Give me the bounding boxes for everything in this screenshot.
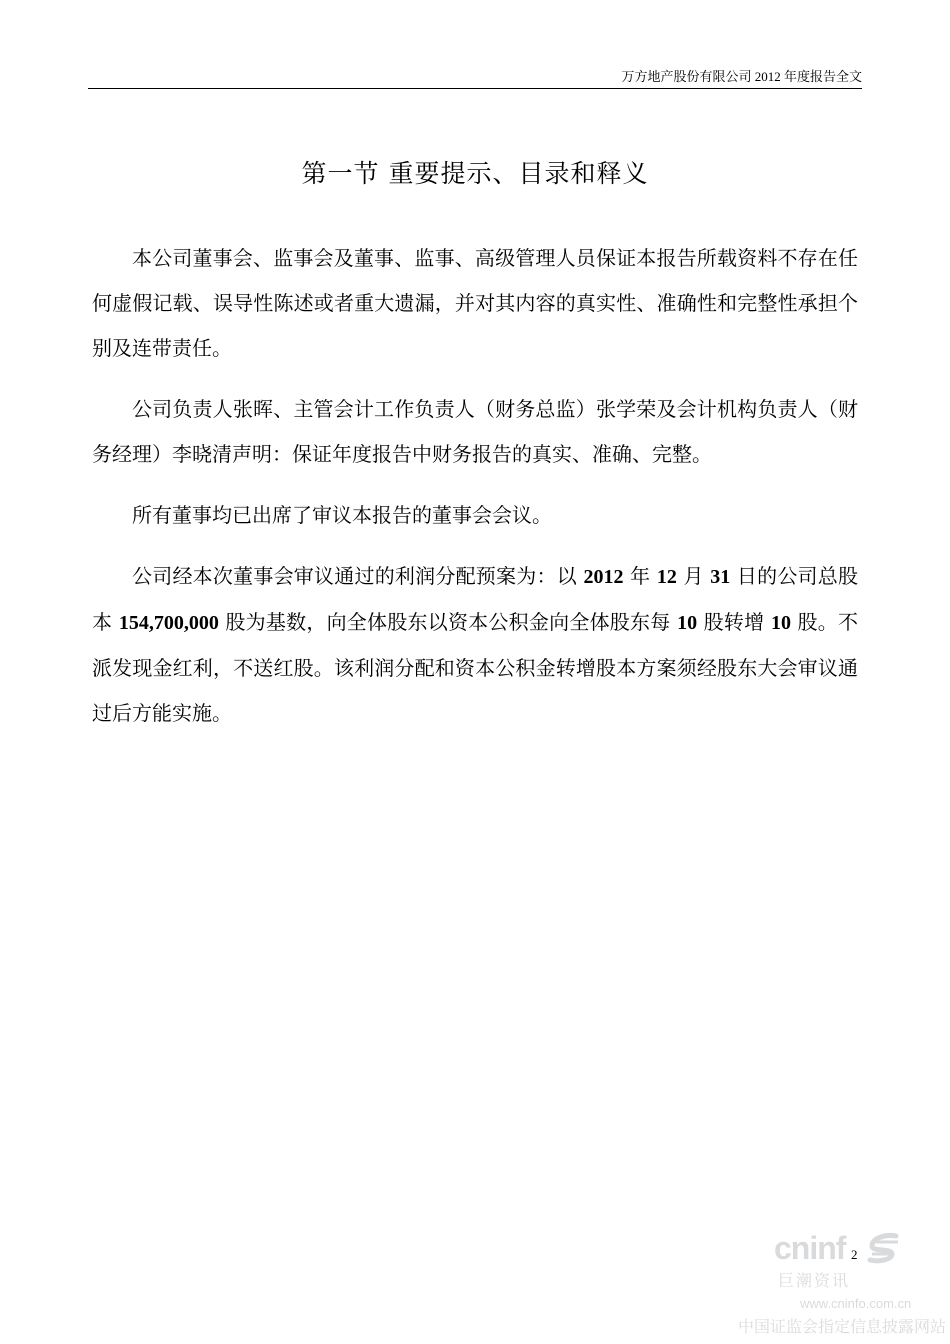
body-text bbox=[92, 236, 858, 752]
day-value: 31 bbox=[710, 566, 731, 588]
paragraph-officer-declaration: 公司负责人张晖、主管会计工作负责人（财务总监）张学荣及会计机构负责人（财务经理）李晓清声明：保证年度报告中财务报告的真实、准确、完整。 bbox=[92, 397, 858, 466]
bonus-shares-value: 10 bbox=[770, 612, 791, 634]
watermark-site-name: 中国证监会指定信息披露网站 bbox=[738, 1317, 947, 1336]
running-title: 万方地产股份有限公司 2012 年度报告全文 bbox=[621, 69, 862, 84]
text-segment: 股转增 bbox=[697, 610, 771, 634]
per-shares-value: 10 bbox=[677, 612, 698, 634]
paragraph-profit-distribution bbox=[92, 554, 858, 736]
text-segment: 股。不派发现金红利，不送红股。该利润分配和资本公积金转增股本方案须经股东大会审议通过后方能实施。 bbox=[92, 610, 859, 725]
watermark-url: www.cninfo.com.cn bbox=[800, 1296, 912, 1311]
year-value: 2012 bbox=[583, 566, 624, 588]
page-number: 2 bbox=[851, 1247, 858, 1262]
paragraph-responsibility-statement: 本公司董事会、监事会及董事、监事、高级管理人员保证本报告所载资料不存在任何虚假记载、误导性陈述或者重大遗漏，并对其内容的真实性、准确性和完整性承担个别及连带责任。 bbox=[92, 246, 858, 360]
total-shares-value: 154,700,000 bbox=[118, 612, 219, 634]
text-segment: 年 bbox=[623, 564, 657, 588]
month-value: 12 bbox=[656, 566, 677, 588]
page-header bbox=[88, 64, 862, 89]
text-segment: 日的公司总股本 bbox=[92, 564, 858, 634]
cninfo-watermark bbox=[738, 1226, 950, 1344]
paragraph-board-attendance: 所有董事均已出席了审议本报告的董事会会议。 bbox=[132, 503, 552, 527]
watermark-cn-name: 巨潮资讯 bbox=[778, 1271, 851, 1290]
text-segment: 股为基数，向全体股东以资本公积金向全体股东每 bbox=[218, 610, 678, 634]
watermark-logo-text: cninf bbox=[774, 1230, 846, 1266]
text-segment: 月 bbox=[676, 564, 711, 588]
cninfo-swirl-icon bbox=[866, 1232, 902, 1266]
section-title: 第一节 重要提示、目录和释义 bbox=[301, 159, 649, 188]
text-segment: 公司经本次董事会审议通过的利润分配预案为：以 bbox=[132, 564, 584, 588]
